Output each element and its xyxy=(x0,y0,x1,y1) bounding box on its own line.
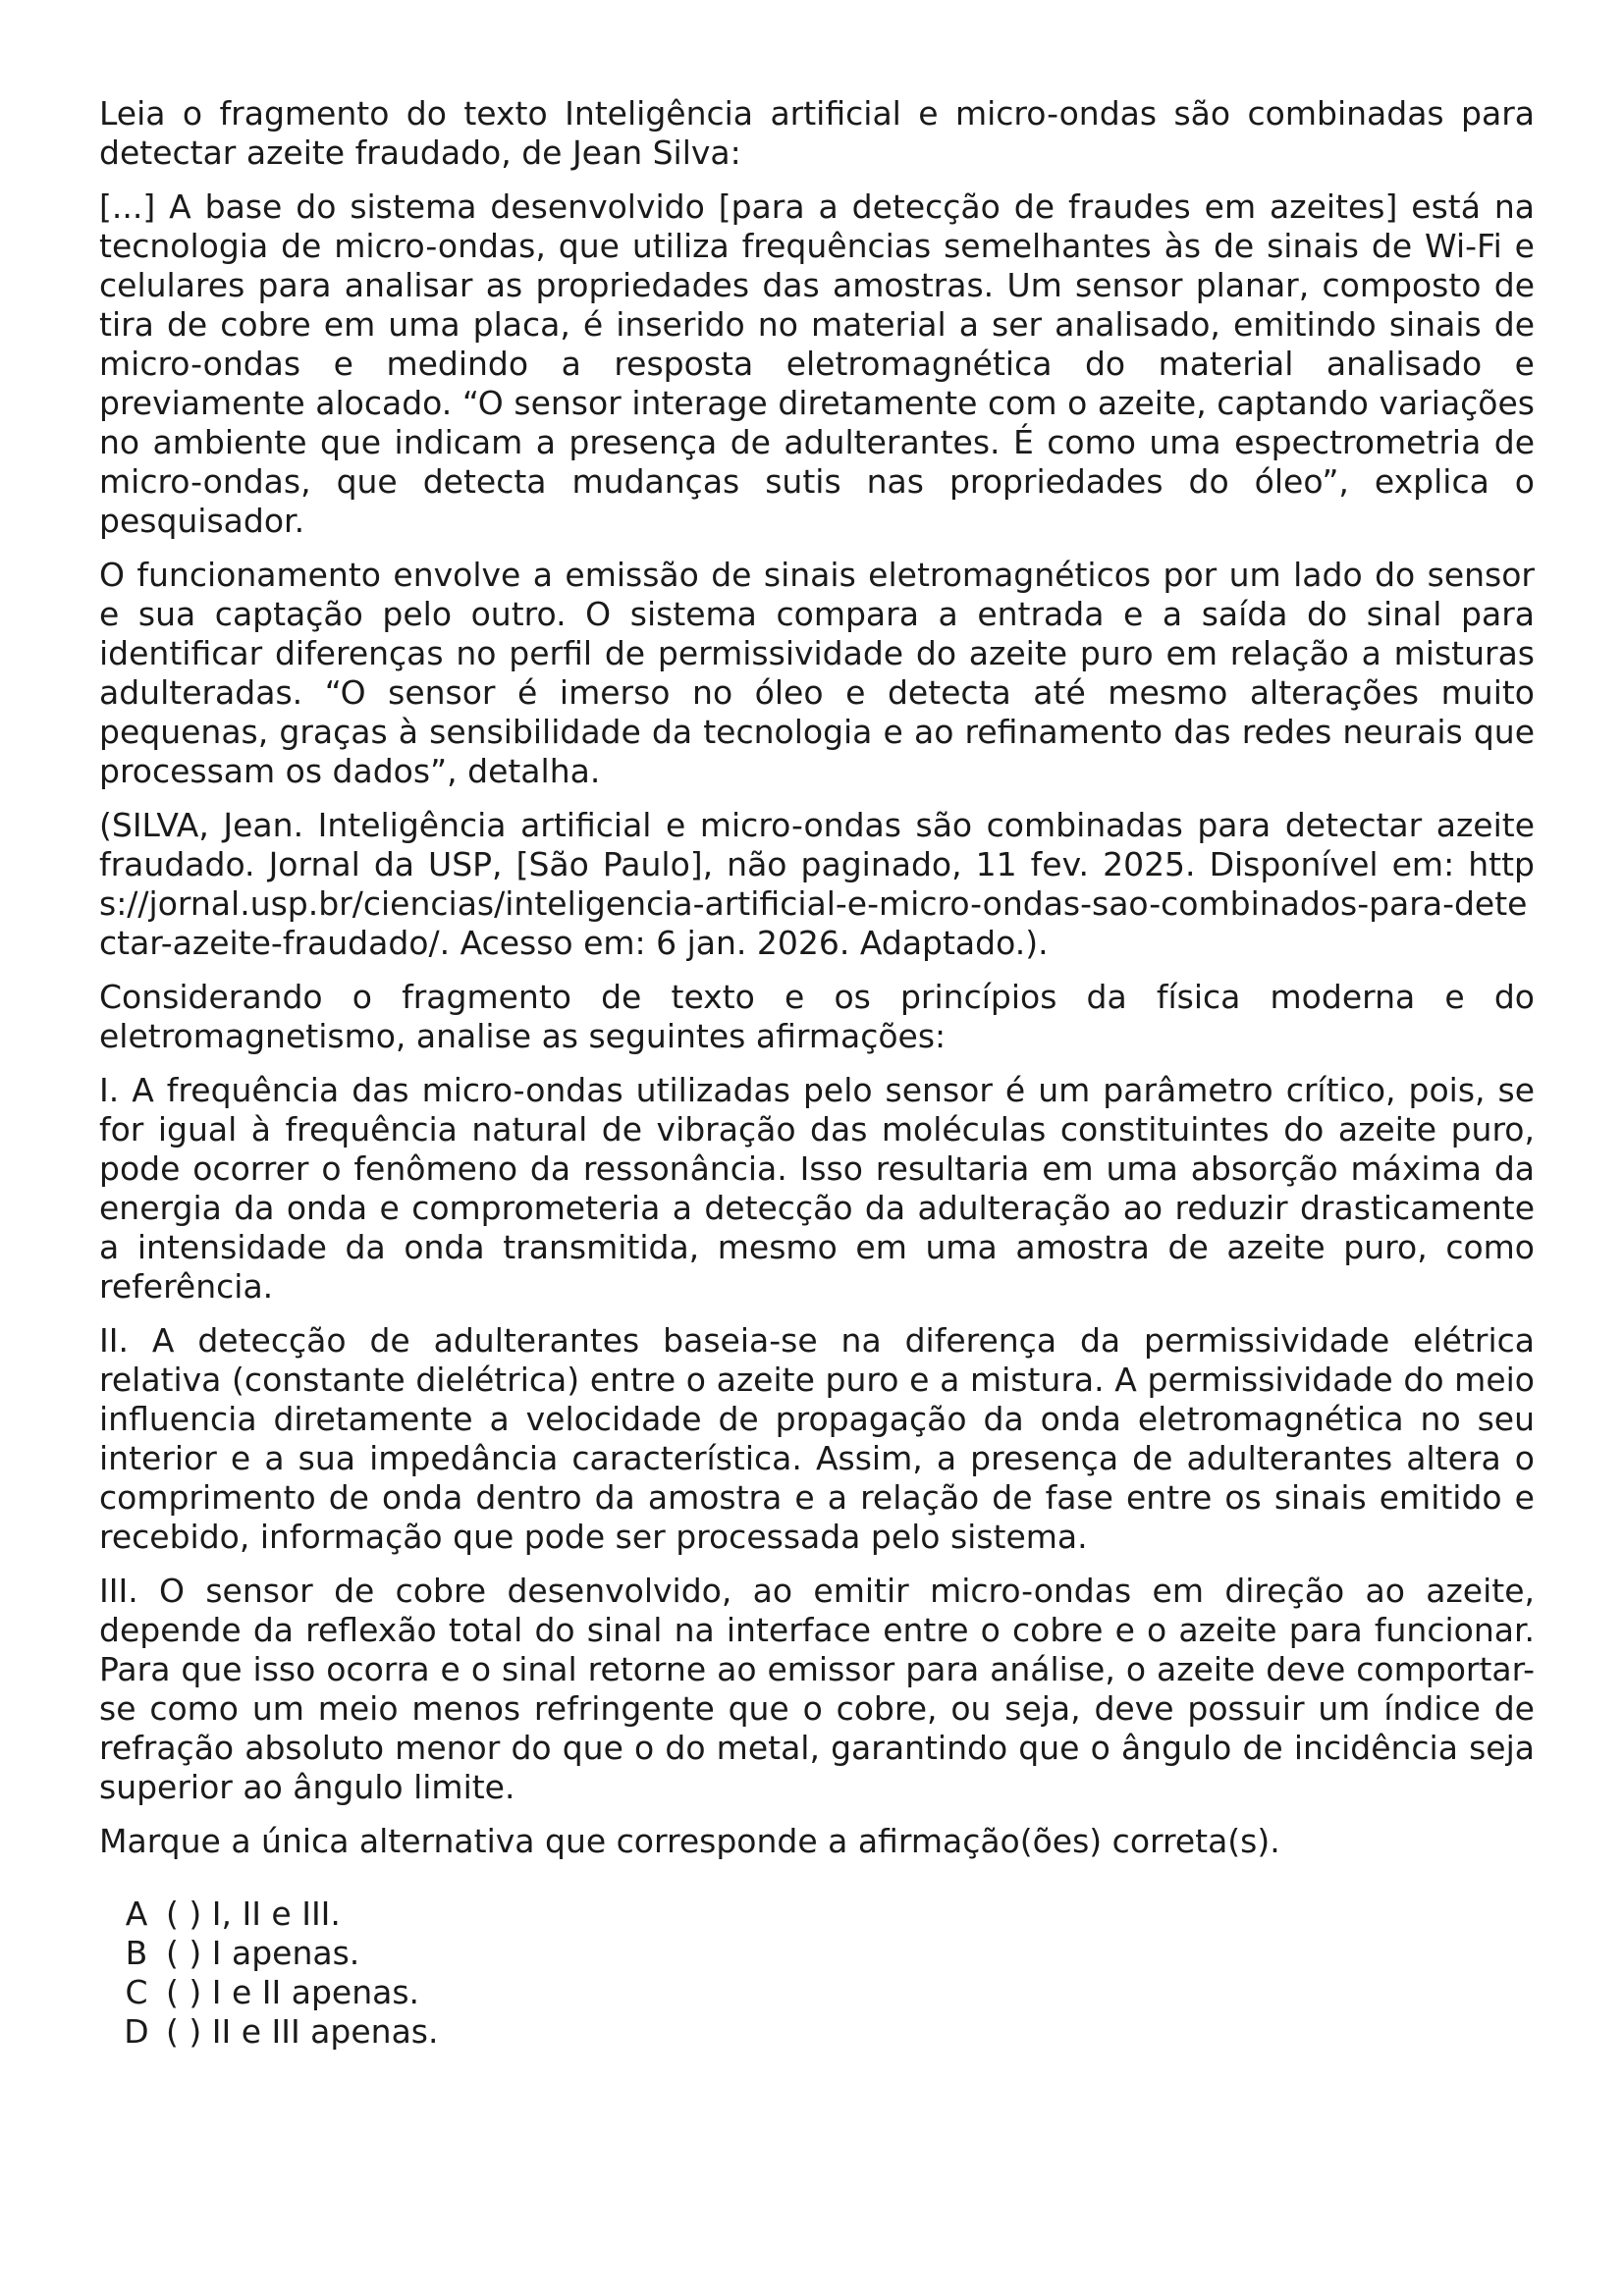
option-text: I e II apenas. xyxy=(211,1973,420,2011)
option-text: II e III apenas. xyxy=(211,2012,439,2051)
option-b[interactable] xyxy=(119,1934,1535,1973)
option-d[interactable] xyxy=(119,2012,1535,2052)
citation xyxy=(99,806,1535,963)
question-document xyxy=(99,94,1535,2052)
instruction-text: Marque a única alternativa que corresponde a afirmação(ões) correta(s). xyxy=(99,1822,1280,1860)
citation-url: https://jornal.usp.br/ciencias/inteligencia-artificial-e-micro-ondas-sao-combinados-para-detectar-azeite-fraudado/. xyxy=(99,845,1535,962)
option-checkbox[interactable]: ( ) xyxy=(166,1934,202,1972)
option-a[interactable] xyxy=(119,1895,1535,1934)
option-text: I, II e III. xyxy=(211,1895,341,1933)
question-prompt: Considerando o fragmento de texto e os princípios da física moderna e do eletromagnetismo, analise as seguintes afirmações: xyxy=(99,978,1535,1055)
option-checkbox[interactable]: ( ) xyxy=(166,1895,202,1933)
option-text: I apenas. xyxy=(211,1934,360,1972)
statement-i: I. A frequência das micro-ondas utilizadas pelo sensor é um parâmetro crítico, pois, se for igual à frequência natural de vibração das moléculas constituintes do azeite puro, pode ocorrer o fenômeno da ressonância. Isso resultaria em uma absorção máxima da energia da onda e comprometeria a detecção da adulteração ao reduzir drasticamente a intensidade da onda transmitida, mesmo em uma amostra de azeite puro, como referência. xyxy=(99,1071,1535,1306)
option-letter: D xyxy=(124,2012,149,2051)
option-letter: A xyxy=(125,1895,148,1933)
statement-iii: III. O sensor de cobre desenvolvido, ao emitir micro-ondas em direção ao azeite, depende da reflexão total do sinal na interface entre o cobre e o azeite para funcionar. Para que isso ocorra e o sinal retorne ao emissor para análise, o azeite deve comportar-se como um meio menos refringente que o cobre, ou seja, deve possuir um índice de refração absoluto menor do que o do metal, garantindo que o ângulo de incidência seja superior ao ângulo limite. xyxy=(99,1572,1535,1806)
option-checkbox[interactable]: ( ) xyxy=(166,2012,202,2051)
quote-paragraph: [...] A base do sistema desenvolvido [para a detecção de fraudes em azeites] está na tecnologia de micro-ondas, que utiliza frequências semelhantes às de sinais de Wi-Fi e celulares para analisar as propriedades das amostras. Um sensor planar, composto de tira de cobre em uma placa, é inserido no material a ser analisado, emitindo sinais de micro-ondas e medindo a resposta eletromagnética do material analisado e previamente alocado. “O sensor interage diretamente com o azeite, captando variações no ambiente que indicam a presença de adulterantes. É como uma espectrometria de micro-ondas, que detecta mudanças sutis nas propriedades do óleo”, explica o pesquisador. xyxy=(99,187,1535,540)
option-letter: C xyxy=(125,1973,148,2011)
quote-paragraph: O funcionamento envolve a emissão de sinais eletromagnéticos por um lado do sensor e sua captação pelo outro. O sistema compara a entrada e a saída do sinal para identificar diferenças no perfil de permissividade do azeite puro em relação a misturas adulteradas. “O sensor é imerso no óleo e detecta até mesmo alterações muito pequenas, graças à sensibilidade da tecnologia e ao refinamento das redes neurais que processam os dados”, detalha. xyxy=(99,556,1535,790)
option-checkbox[interactable]: ( ) xyxy=(166,1973,202,2011)
option-letter: B xyxy=(125,1934,148,1972)
option-c[interactable] xyxy=(119,1973,1535,2012)
answer-options xyxy=(99,1895,1535,2052)
intro-text: Leia o fragmento do texto Inteligência artificial e micro-ondas são combinadas para detectar azeite fraudado, de Jean Silva: xyxy=(99,94,1535,172)
citation-text: (SILVA, Jean. Inteligência artificial e micro-ondas são combinadas para detectar azeite fraudado. Jornal da USP, [São Paulo], não paginado, 11 fev. 2025. Disponível em: xyxy=(99,806,1535,883)
citation-suffix: Acesso em: 6 jan. 2026. Adaptado.). xyxy=(460,924,1049,962)
statement-ii: II. A detecção de adulterantes baseia-se na diferença da permissividade elétrica relativa (constante dielétrica) entre o azeite puro e a mistura. A permissividade do meio influencia diretamente a velocidade de propagação da onda eletromagnética no seu interior e a sua impedância característica. Assim, a presença de adulterantes altera o comprimento de onda dentro da amostra e a relação de fase entre os sinais emitido e recebido, informação que pode ser processada pelo sistema. xyxy=(99,1321,1535,1556)
